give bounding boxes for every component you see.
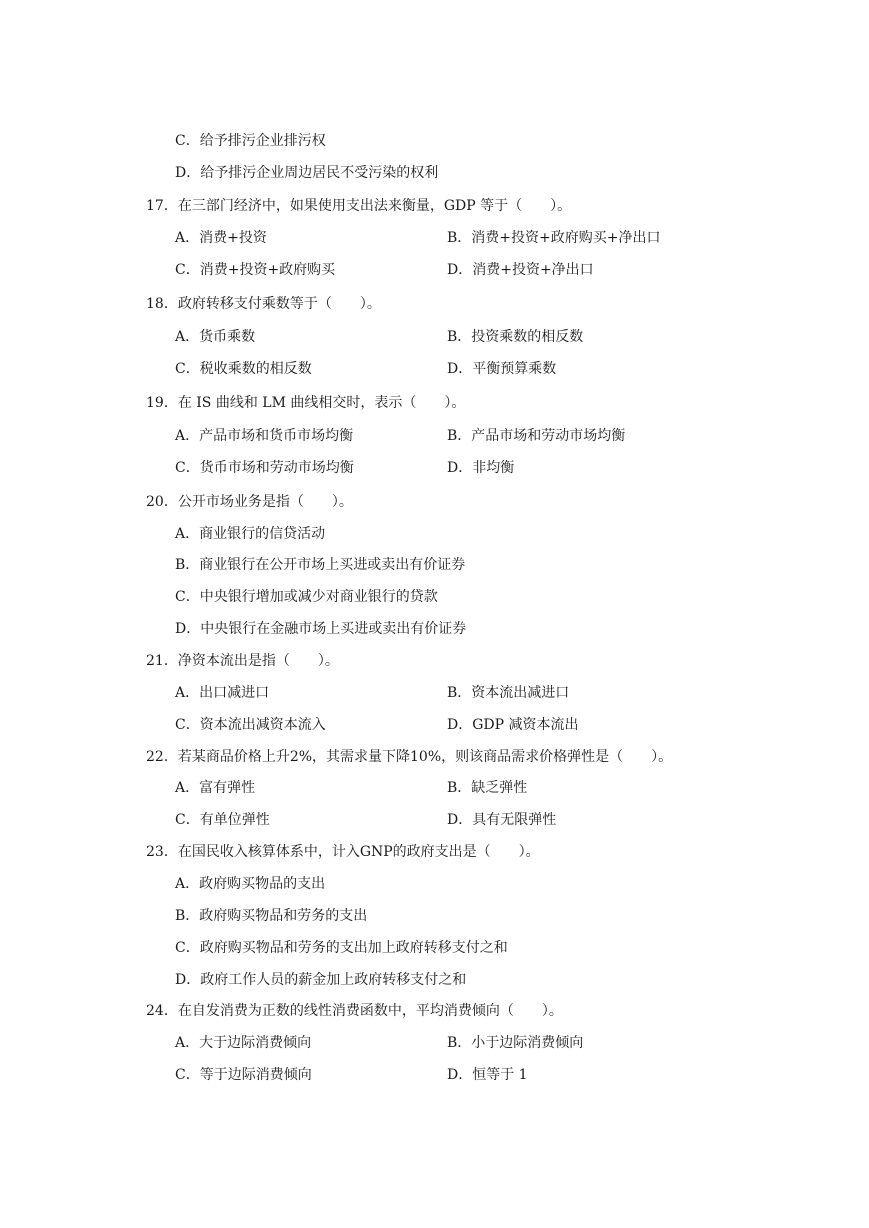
question-21-option-a: A．出口减进口 [175,685,270,701]
question-17-stem: 17．在三部门经济中，如果使用支出法来衡量，GDP 等于（ ）。 [146,198,572,214]
question-23-option-b: B．政府购买物品和劳务的支出 [175,908,368,924]
question-24-option-d: D．恒等于 1 [447,1067,528,1083]
question-20-option-a: A．商业银行的信贷活动 [175,526,326,542]
question-18-option-a: A．货币乘数 [175,329,256,345]
question-19-option-a: A．产品市场和货币市场均衡 [175,428,354,444]
question-16-option-c: C．给予排污企业排污权 [175,133,326,149]
question-19-option-d: D．非均衡 [447,460,515,476]
question-17-option-a: A．消费+投资 [175,230,267,246]
question-18-option-c: C．税收乘数的相反数 [175,361,312,377]
question-24-option-b: B．小于边际消费倾向 [447,1035,584,1051]
question-24-option-a: A．大于边际消费倾向 [175,1035,312,1051]
question-16-option-d: D．给予排污企业周边居民不受污染的权利 [175,165,439,181]
question-23-stem: 23．在国民收入核算体系中，计入GNP的政府支出是（ ）。 [146,844,540,860]
question-18-option-b: B．投资乘数的相反数 [447,329,584,345]
question-20-option-c: C．中央银行增加或减少对商业银行的贷款 [175,589,438,605]
question-17-option-c: C．消费+投资+政府购买 [175,262,336,278]
question-20-stem: 20．公开市场业务是指（ ）。 [146,494,353,510]
question-24-option-c: C．等于边际消费倾向 [175,1067,312,1083]
question-21-option-c: C．资本流出减资本流入 [175,717,326,733]
question-22-option-b: B．缺乏弹性 [447,780,528,796]
question-17-option-d: D．消费+投资+净出口 [447,262,594,278]
question-18-option-d: D．平衡预算乘数 [447,361,557,377]
question-21-stem: 21．净资本流出是指（ ）。 [146,653,339,669]
question-17-option-b: B．消费+投资+政府购买+净出口 [447,230,661,246]
question-18-stem: 18．政府转移支付乘数等于（ ）。 [146,296,381,312]
question-20-option-b: B．商业银行在公开市场上买进或卖出有价证券 [175,557,466,573]
question-20-option-d: D．中央银行在金融市场上买进或卖出有价证券 [175,621,467,637]
question-23-option-c: C．政府购买物品和劳务的支出加上政府转移支付之和 [175,940,508,956]
question-23-option-a: A．政府购买物品的支出 [175,876,326,892]
question-22-stem: 22．若某商品价格上升2%，其需求量下降10%，则该商品需求价格弹性是（ ）。 [146,749,673,765]
question-21-option-b: B．资本流出减进口 [447,685,570,701]
question-19-stem: 19．在 IS 曲线和 LM 曲线相交时，表示（ ）。 [146,395,466,411]
question-21-option-d: D．GDP 减资本流出 [447,717,579,733]
question-23-option-d: D．政府工作人员的薪金加上政府转移支付之和 [175,972,467,988]
question-24-stem: 24．在自发消费为正数的线性消费函数中，平均消费倾向（ ）。 [146,1003,563,1019]
question-22-option-a: A．富有弹性 [175,780,256,796]
question-22-option-d: D．具有无限弹性 [447,812,557,828]
question-19-option-b: B．产品市场和劳动市场均衡 [447,428,626,444]
question-19-option-c: C．货币市场和劳动市场均衡 [175,460,354,476]
question-22-option-c: C．有单位弹性 [175,812,270,828]
